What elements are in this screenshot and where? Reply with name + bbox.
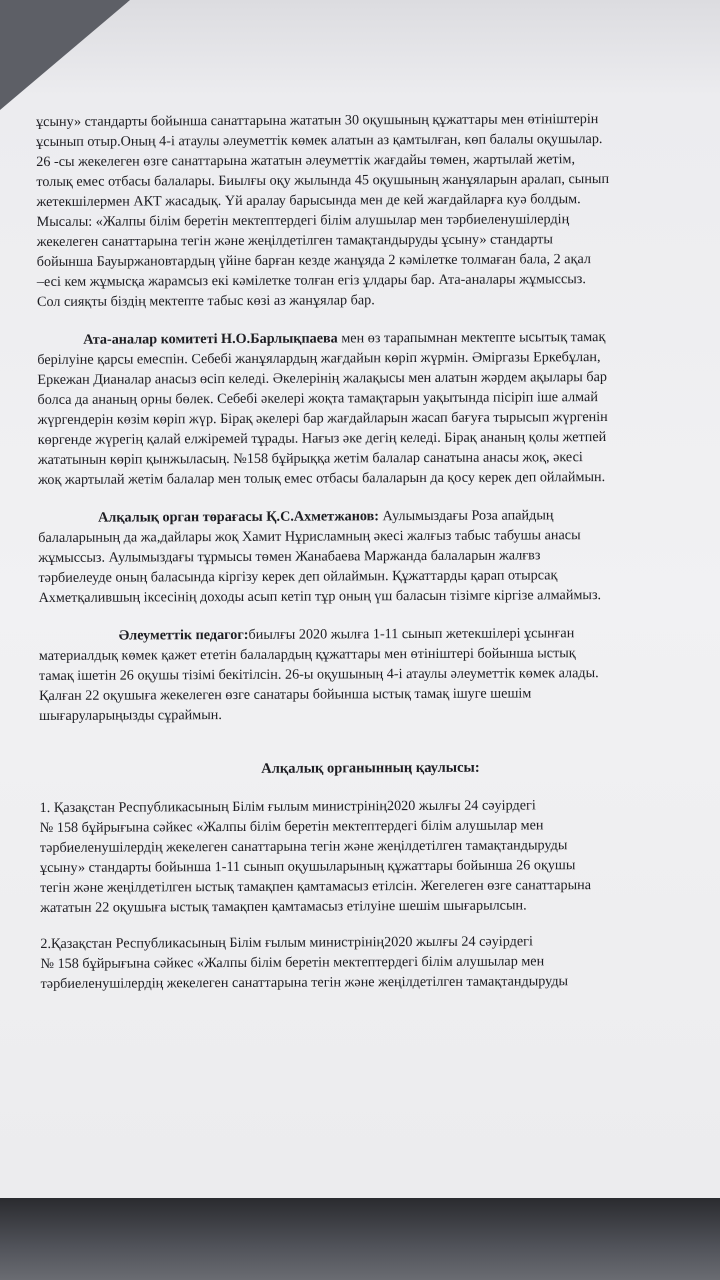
parent-committee-paragraph bbox=[37, 327, 700, 490]
text-line: Ахметқалившың іксесінің доходы асып кетіп тұр оның үш баласын тізімге кіргізе алмаймыз. bbox=[38, 587, 602, 606]
page-corner-shadow bbox=[0, 0, 130, 110]
text-line: Қалған 22 оқушыға жекелеген өзге санатары бойынша ыстық тамақ ішуге шешім bbox=[39, 685, 532, 704]
resolution-item-1 bbox=[40, 795, 703, 918]
text-line: жоқ жартылай жетім балалар мен толық емес отбасы балаларын да қосу керек деп ойлаймын. bbox=[37, 469, 606, 488]
text-line: жекелеген санаттарына тегін және жеңілдетілген тамақтандыруды ұсыну» стандарты bbox=[36, 231, 553, 250]
text-line: № 158 бұйрығына сәйкес «Жалпы білім беретін мектептердегі білім алушылар мен bbox=[39, 817, 544, 836]
document-text bbox=[36, 109, 703, 994]
text-line: жұмыссыз. Аулымыздағы тұрмысы төмен Жанабаева Маржанда балаларын жалғвз bbox=[38, 547, 541, 566]
social-pedagogue-paragraph bbox=[39, 623, 702, 726]
text-line: тамақ ішетін 26 оқушы тізімі бекітілсін. 26-ы оқушының 4-і атаулы әлеуметтік көмек алады. bbox=[38, 665, 599, 684]
text-line: берілуіне қарсы емеспін. Себебі жанұялардың жағдайын көріп жүрмін. Әміргазы Еркебұлан, bbox=[37, 349, 601, 368]
desk-surface bbox=[0, 1198, 720, 1280]
text-line: № 158 бұйрығына сәйкес «Жалпы білім беретін мектептердегі білім алушылар мен bbox=[40, 953, 545, 972]
speaker-label: Ата-аналар комитеті Н.О.Барлықпаева bbox=[83, 330, 338, 348]
text-line: шығаруларыңызды сұраймын. bbox=[39, 707, 222, 724]
text-line: көргенде жүрегің қалай елжіремей тұрады. Нағыз әке дегің келеді. Бірақ ананың қолы жетпей bbox=[37, 429, 607, 448]
resolution-item-2 bbox=[40, 931, 702, 994]
intro-paragraph bbox=[36, 109, 699, 312]
text-line: жетекшілермен АКТ жасадық. Үй аралау барысында мен де кей жағдайларға куә болдым. bbox=[36, 191, 581, 210]
text-line: Сол сияқты біздің мектепте табыс көзі аз жанұялар бар. bbox=[36, 292, 375, 310]
speaker-text: биылғы 2020 жылға 1-11 сынып жетекшілері ұсынған bbox=[248, 625, 575, 643]
text-line: Еркежан Дианалар анасыз өсіп келеді. Әкелерінің жалақысы мен алатын жәрдем ақылары бар bbox=[37, 369, 608, 388]
text-line: 2.Қазақстан Республикасының Білім ғылым министрінің2020 жылғы 24 сәуірдегі bbox=[40, 933, 533, 952]
text-line: ұсыну» стандарты бойынша санаттарына жататын 30 оқушының құжаттары мен өтініштерін bbox=[36, 111, 599, 130]
text-line: жататын 22 оқушығa ыстық тамақпен қамтамасыз етілуіне шешім шығарылсын. bbox=[40, 897, 527, 916]
text-line: жүргендерін көзім көріп жүр. Бірақ әкелері бар жағдайларын жасап бағуға тырысып жүргенін bbox=[37, 409, 608, 428]
text-line: болса да ананың орны бөлек. Себебі әкелері жоқта тамақтарын уақытында пісіріп іше алмай bbox=[37, 389, 598, 408]
resolution-heading: Алқалық органынның қаулысы: bbox=[261, 759, 480, 777]
text-line: тәрбиелеуде оның баласында кіргізу керек деп ойлаймын. Құжаттарды қарап отырсақ bbox=[38, 567, 558, 586]
text-line: балаларының да жа,дайлары жоқ Хамит Нұрисламның әкесі жалғыз табыс табушы анасы bbox=[38, 527, 581, 546]
speaker-label: Алқалық орган төрағасы Қ.С.Ахметжанов: bbox=[98, 508, 380, 526]
text-line: 26 -сы жекелеген өзге санаттарына жататын әлеуметтік жағдайы төмен, жартылай жетім, bbox=[36, 151, 576, 170]
text-line: тәрбиеленушілердің жекелеген санаттарына тегін және жеңілдетілген тамақтандыруды bbox=[40, 973, 569, 992]
speaker-text: Аулымыздағы Роза апайдың bbox=[378, 507, 554, 525]
text-line: тегін және жеңілдетілген ыстық тамақпен қамтамасыз етілсін. Жегелеген өзге санаттарына bbox=[40, 877, 592, 896]
text-line: материалдық көмек қажет ететін балалардың құжаттары мен өтініштері бойынша ыстық bbox=[38, 645, 576, 664]
text-line: –есі кем жұмысқа жарамсыз екі кәмілетке толған егіз ұлдары бар. Ата-аналары жұмыссыз. bbox=[36, 271, 586, 290]
text-line: ұсыну» стандарты бойынша 1-11 сынып оқушыларының құжаттары бойынша 26 оқушы bbox=[39, 857, 576, 876]
text-line: жататынын көріп қынжыласың. №158 бұйрыққа жетім балалар санатына анасы жоқ, әкесі bbox=[37, 449, 583, 468]
text-line: толық емес отбасы балалары. Биылғы оқу жылында 45 оқушының жанұяларын аралап, сынып bbox=[36, 171, 610, 190]
text-line: тәрбиеленушілердің жекелеген санаттарына тегін және жеңілдетілген тамақтандыруды bbox=[39, 837, 568, 856]
speaker-label: Әлеуметтік педагог: bbox=[118, 626, 249, 644]
chairman-paragraph bbox=[38, 505, 701, 608]
speaker-text: мен өз тарапымнан мектепте ысытық тамақ bbox=[337, 329, 606, 347]
text-line: 1. Қазақстан Республикасының Білім ғылым министрінің2020 жылғы 24 сәуірдегі bbox=[39, 797, 536, 816]
text-line: ұсынып отыр.Оның 4-і атаулы әлеуметтік көмек алатын аз қамтылған, көп балалы оқушылар. bbox=[36, 131, 603, 150]
text-line: бойынша Бауыржановтардың үйіне барған кезде жанұяда 2 кәмілетке толмаған бала, 2 ақал bbox=[36, 251, 591, 270]
text-line: Мысалы: «Жалпы білім беретін мектептердегі білім алушылар мен тәрбиеленушілердің bbox=[36, 211, 570, 230]
